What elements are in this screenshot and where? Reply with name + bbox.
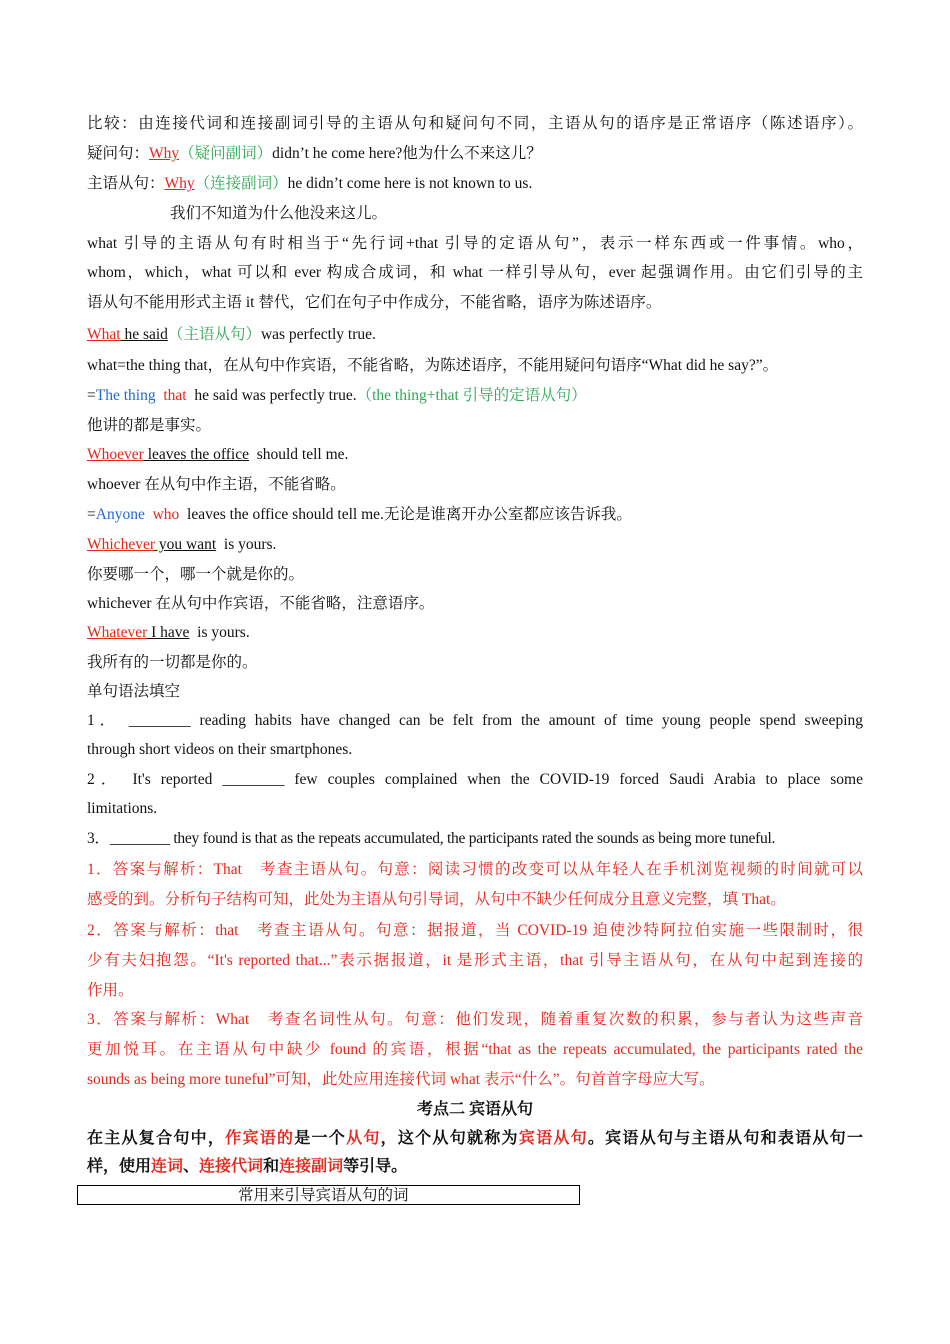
highlight: 从句 bbox=[346, 1130, 381, 1147]
keyword-who: who bbox=[152, 506, 180, 523]
whoever-explanation: whoever 在从句中作主语，不能省略。 bbox=[87, 476, 346, 493]
whichever-explanation: whichever 在从句中作宾语，不能省略，注意语序。 bbox=[87, 595, 435, 612]
text: 和 bbox=[263, 1158, 280, 1175]
text: 等引导。 bbox=[343, 1158, 408, 1175]
comparison-line: 比较：由连接代词和连接副词引导的主语从句和疑问句不同，主语从句的语序是正常语序（陈述语序）。 bbox=[87, 115, 863, 132]
clause: I have bbox=[147, 624, 190, 641]
translation-line: 我们不知道为什么他没来这儿。 bbox=[170, 205, 388, 222]
keyword-whichever: Whichever bbox=[87, 536, 155, 553]
label: 疑问句： bbox=[87, 145, 150, 162]
what-example bbox=[87, 325, 863, 345]
keyword-that: that bbox=[163, 387, 187, 404]
explanation-line-2: whom，which，what 可以和 ever 构成合成词，和 what 一样引导从句，ever 起强调作用。由它们引导的主 bbox=[87, 264, 863, 281]
clause: he said bbox=[120, 326, 168, 343]
anyone-example bbox=[87, 505, 863, 525]
highlight: 连接代词 bbox=[199, 1158, 264, 1175]
answer-2-line-3: 作用。 bbox=[87, 982, 134, 999]
keyword-what: What bbox=[87, 326, 121, 343]
translation-line: 我所有的一切都是你的。 bbox=[87, 654, 258, 671]
thing-that-example bbox=[87, 386, 863, 406]
keyword-anyone: Anyone bbox=[95, 506, 145, 523]
note: （连接副词） bbox=[194, 175, 288, 192]
whoever-example bbox=[87, 445, 863, 465]
label: 主语从句： bbox=[87, 175, 165, 192]
answer-1-line-2: 感受的到。分析句子结构可知，此处为主语从句引导词，从句中不缺少任何成分且意义完整，填 That。 bbox=[87, 891, 786, 908]
highlight: 宾语从句 bbox=[518, 1130, 588, 1147]
answer-3-line-1: 3．答案与解析：What 考查名词性从句。句意：他们发现，随着重复次数的积累，参与者认为这些声音 bbox=[87, 1011, 863, 1028]
keyword-whatever: Whatever bbox=[87, 624, 148, 641]
clause: leaves the office bbox=[143, 446, 249, 463]
translation-line: 他讲的都是事实。 bbox=[87, 417, 212, 434]
whichever-example bbox=[87, 535, 863, 555]
table-header-text: 常用来引导宾语从句的词 bbox=[238, 1187, 409, 1204]
question-1-line-2: through short videos on their smartphones. bbox=[87, 741, 353, 758]
sentence: was perfectly true. bbox=[260, 326, 376, 343]
sentence: is yours. bbox=[197, 624, 250, 641]
text: ，这个从句就称为 bbox=[380, 1130, 519, 1147]
question-1-line-1: 1． ________ reading habits have changed can be felt from the amount of time young people spend sweeping bbox=[87, 712, 863, 729]
question-2-line-2: limitations. bbox=[87, 800, 158, 817]
text: 、 bbox=[183, 1158, 200, 1175]
note: （疑问副词） bbox=[179, 145, 273, 162]
definition-line-2 bbox=[87, 1157, 863, 1177]
text: 样，使用 bbox=[87, 1158, 152, 1175]
answer-1-line-1: 1．答案与解析：That 考查主语从句。句意：阅读习惯的改变可以从年轻人在手机浏览视频的时间就可以 bbox=[87, 861, 863, 878]
highlight: 连接副词 bbox=[279, 1158, 344, 1175]
keyword-why: Why bbox=[164, 175, 195, 192]
clause: you want bbox=[155, 536, 217, 553]
answer-2-line-2: 少有夫妇抱怨。“It's reported that...”表示据报道，it 是形式主语，that 引导主语从句，在从句中起到连接的 bbox=[87, 952, 863, 969]
answer-2-line-1: 2．答案与解析：that 考查主语从句。句意：据报道，当 COVID-19 迫使沙特阿拉伯实施一些限制时，很 bbox=[87, 922, 863, 939]
table-header-cell bbox=[77, 1185, 580, 1205]
whatever-example bbox=[87, 623, 863, 643]
text: 。宾语从句与主语从句和表语从句一 bbox=[587, 1130, 863, 1147]
explanation-line-1: what 引导的主语从句有时相当于“先行词+that 引导的定语从句”，表示一样东西或一件事情。who， bbox=[87, 235, 863, 252]
section-heading: 考点二 宾语从句 bbox=[416, 1101, 533, 1118]
explanation-line-3: 语从句不能用形式主语 it 替代，它们在句子中作成分，不能省略，语序为陈述语序。 bbox=[87, 294, 662, 311]
question-example bbox=[87, 144, 863, 164]
text: 是一个 bbox=[294, 1130, 347, 1147]
what-explanation: what=the thing that，在从句中作宾语，不能省略，为陈述语序，不能用疑问句语序“What did he say?”。 bbox=[87, 357, 779, 374]
note: （主语从句） bbox=[167, 326, 261, 343]
sentence: leaves the office should tell me.无论是谁离开办公室都应该告诉我。 bbox=[187, 506, 632, 523]
highlight: 连词 bbox=[151, 1158, 184, 1175]
highlight: 作宾语的 bbox=[225, 1130, 295, 1147]
keyword-whoever: Whoever bbox=[87, 446, 144, 463]
equals: = bbox=[87, 387, 96, 404]
sentence: is yours. bbox=[223, 536, 277, 553]
subject-clause-example bbox=[87, 174, 863, 194]
question-2-line-1: 2． It's reported ________ few couples complained when the COVID-19 forced Saudi Arabia to place some bbox=[87, 771, 863, 788]
sentence: he didn’t come here is not known to us. bbox=[287, 175, 533, 192]
definition-line-1 bbox=[87, 1129, 863, 1149]
answer-3-line-3: sounds as being more tuneful”可知，此处应用连接代词 what 表示“什么”。句首首字母应大写。 bbox=[87, 1071, 715, 1088]
equals: = bbox=[87, 506, 96, 523]
sentence: didn’t he come here?他为什么不来这儿？ bbox=[272, 145, 542, 162]
exercise-title: 单句语法填空 bbox=[87, 683, 181, 700]
note: （the thing+that 引导的定语从句） bbox=[356, 387, 587, 404]
answer-3-line-2: 更加悦耳。在主语从句中缺少 found 的宾语，根据“that as the repeats accumulated, the participants rated the bbox=[87, 1041, 863, 1058]
sentence: should tell me. bbox=[256, 446, 349, 463]
sentence: he said was perfectly true. bbox=[194, 387, 357, 404]
keyword-why: Why bbox=[149, 145, 180, 162]
text: 在主从复合句中， bbox=[87, 1130, 226, 1147]
keyword-the-thing: The thing bbox=[95, 387, 156, 404]
translation-line: 你要哪一个，哪一个就是你的。 bbox=[87, 566, 305, 583]
question-3: 3．________ they found is that as the repeats accumulated, the participants rated the sounds as being more tuneful. bbox=[87, 830, 776, 847]
